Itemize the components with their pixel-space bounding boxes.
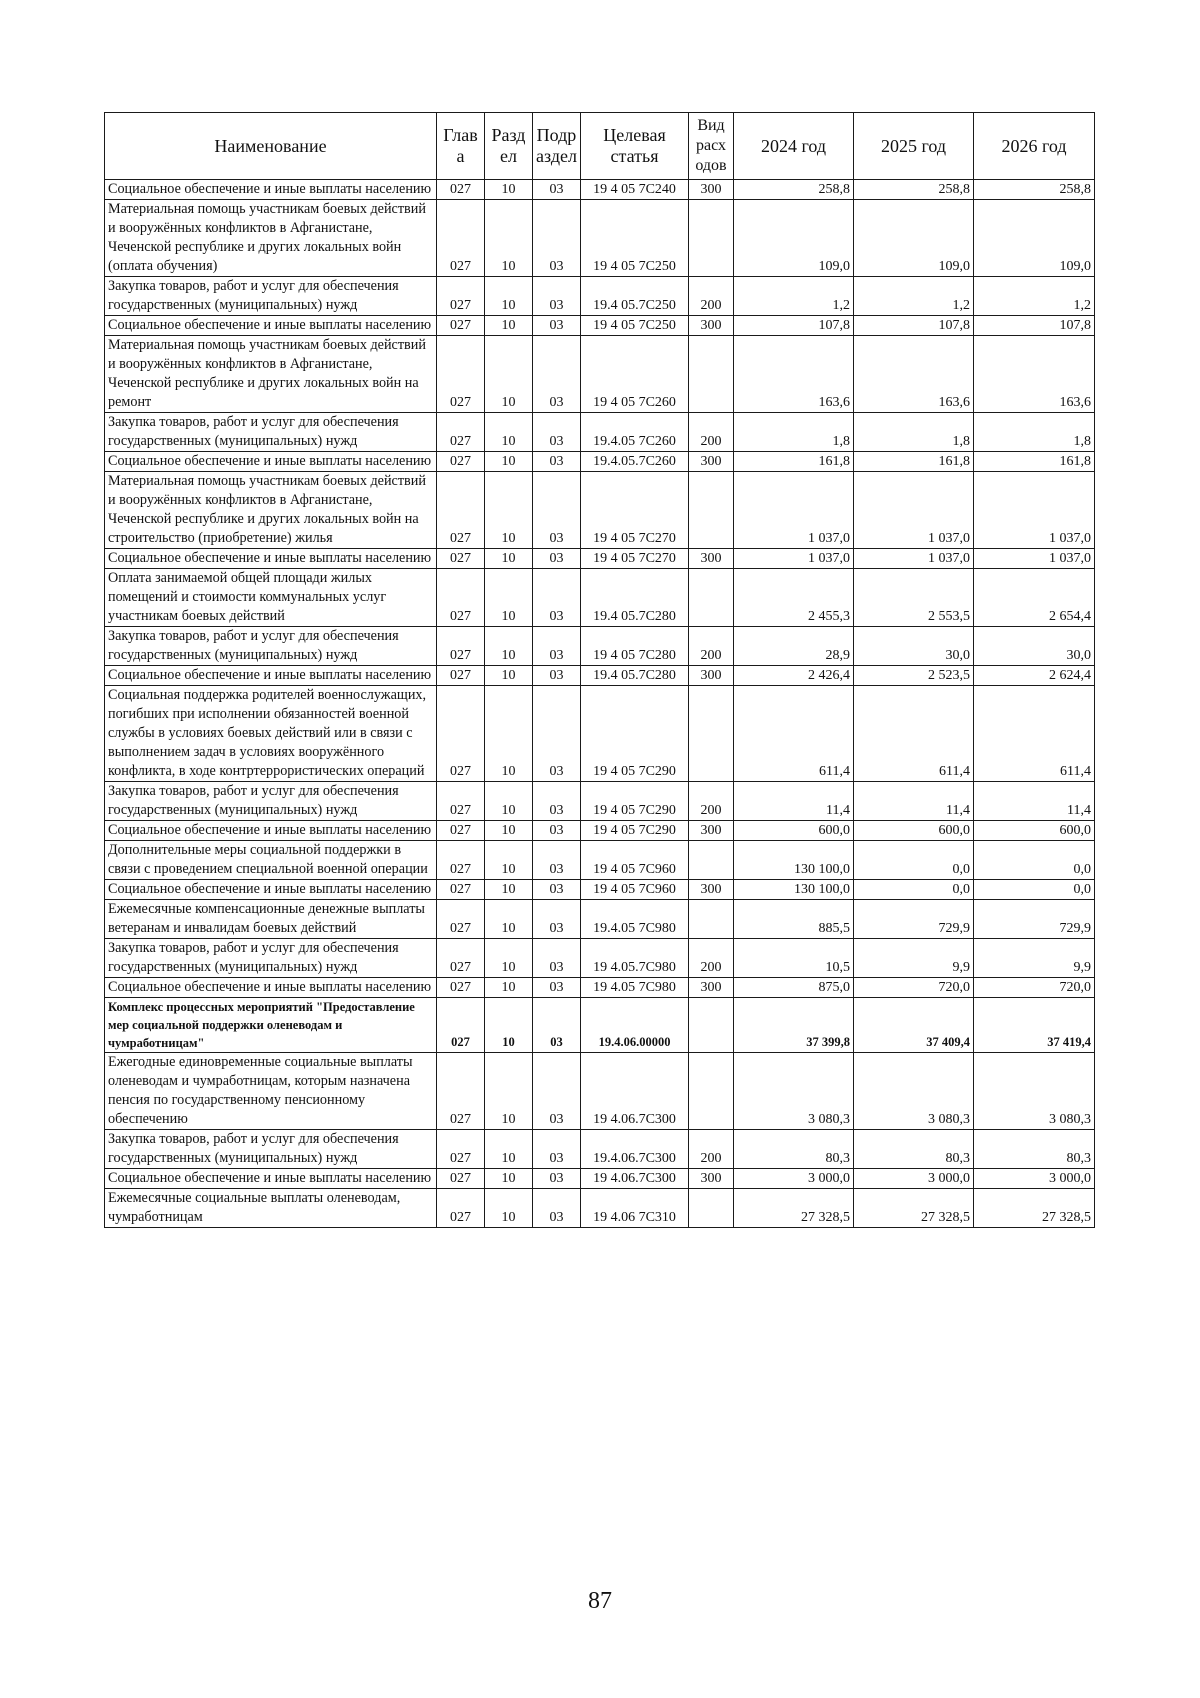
row-podrazdel: 03 [533, 880, 581, 900]
row-2024: 3 000,0 [734, 1169, 854, 1189]
row-razdel: 10 [485, 200, 533, 277]
row-2025: 161,8 [854, 452, 974, 472]
header-target: Целевая статья [581, 113, 689, 180]
row-name: Ежегодные единовременные социальные выплаты оленеводам и чумработницам, которым назначена пенсия по государственному пенсионному обеспечению [105, 1053, 437, 1130]
row-2024: 611,4 [734, 686, 854, 782]
row-2024: 600,0 [734, 821, 854, 841]
table-row [105, 1130, 1095, 1169]
table-row [105, 569, 1095, 627]
row-2026: 109,0 [974, 200, 1095, 277]
row-2025: 2 523,5 [854, 666, 974, 686]
row-vid [689, 841, 734, 880]
row-name: Социальное обеспечение и иные выплаты населению [105, 452, 437, 472]
row-razdel: 10 [485, 782, 533, 821]
row-2026: 0,0 [974, 880, 1095, 900]
row-razdel: 10 [485, 549, 533, 569]
row-target: 19.4.06.00000 [581, 998, 689, 1053]
row-target: 19 4.06.7С300 [581, 1053, 689, 1130]
table-row [105, 841, 1095, 880]
row-2025: 611,4 [854, 686, 974, 782]
table-row [105, 1053, 1095, 1130]
row-podrazdel: 03 [533, 939, 581, 978]
row-2025: 80,3 [854, 1130, 974, 1169]
row-razdel: 10 [485, 998, 533, 1053]
table-row [105, 413, 1095, 452]
row-glava: 027 [437, 821, 485, 841]
row-2026: 2 624,4 [974, 666, 1095, 686]
row-razdel: 10 [485, 666, 533, 686]
row-vid: 300 [689, 978, 734, 998]
row-podrazdel: 03 [533, 336, 581, 413]
header-name: Наименование [105, 113, 437, 180]
row-glava: 027 [437, 277, 485, 316]
row-podrazdel: 03 [533, 1189, 581, 1228]
row-2024: 130 100,0 [734, 841, 854, 880]
table-row [105, 998, 1095, 1053]
row-2024: 107,8 [734, 316, 854, 336]
row-2025: 0,0 [854, 841, 974, 880]
row-razdel: 10 [485, 686, 533, 782]
row-vid: 200 [689, 627, 734, 666]
row-2026: 2 654,4 [974, 569, 1095, 627]
row-2024: 28,9 [734, 627, 854, 666]
row-2026: 1,8 [974, 413, 1095, 452]
row-vid [689, 472, 734, 549]
row-vid: 200 [689, 782, 734, 821]
row-vid: 200 [689, 939, 734, 978]
table-row [105, 782, 1095, 821]
table-header-row [105, 113, 1095, 180]
row-name: Комплекс процессных мероприятий "Предоставление мер социальной поддержки оленеводам и чумработницам" [105, 998, 437, 1053]
row-2026: 3 000,0 [974, 1169, 1095, 1189]
row-target: 19.4 05.7С250 [581, 277, 689, 316]
row-name: Ежемесячные социальные выплаты оленеводам, чумработницам [105, 1189, 437, 1228]
row-vid: 300 [689, 549, 734, 569]
row-glava: 027 [437, 413, 485, 452]
row-name: Социальное обеспечение и иные выплаты населению [105, 666, 437, 686]
row-vid: 200 [689, 277, 734, 316]
row-2024: 885,5 [734, 900, 854, 939]
table-row [105, 978, 1095, 998]
row-vid: 300 [689, 880, 734, 900]
row-glava: 027 [437, 549, 485, 569]
table-row [105, 316, 1095, 336]
header-2025: 2025 год [854, 113, 974, 180]
row-2025: 3 080,3 [854, 1053, 974, 1130]
row-target: 19.4 05.7С280 [581, 666, 689, 686]
row-vid [689, 569, 734, 627]
row-vid [689, 200, 734, 277]
row-vid: 300 [689, 1169, 734, 1189]
row-name: Материальная помощь участникам боевых действий и вооружённых конфликтов в Афганистане, Чеченской республике и других локальных войн (оплата обучения) [105, 200, 437, 277]
row-glava: 027 [437, 1053, 485, 1130]
row-target: 19.4.05 7С980 [581, 900, 689, 939]
table-row [105, 549, 1095, 569]
row-vid: 300 [689, 666, 734, 686]
row-2025: 27 328,5 [854, 1189, 974, 1228]
table-row [105, 200, 1095, 277]
row-2025: 1 037,0 [854, 472, 974, 549]
row-podrazdel: 03 [533, 978, 581, 998]
row-podrazdel: 03 [533, 569, 581, 627]
row-2026: 161,8 [974, 452, 1095, 472]
row-2026: 37 419,4 [974, 998, 1095, 1053]
row-razdel: 10 [485, 900, 533, 939]
row-vid [689, 900, 734, 939]
row-2025: 1,2 [854, 277, 974, 316]
row-2024: 163,6 [734, 336, 854, 413]
row-2025: 1,8 [854, 413, 974, 452]
row-glava: 027 [437, 782, 485, 821]
row-razdel: 10 [485, 277, 533, 316]
row-razdel: 10 [485, 569, 533, 627]
row-target: 19 4 05 7С290 [581, 686, 689, 782]
row-name: Социальное обеспечение и иные выплаты населению [105, 978, 437, 998]
row-2025: 720,0 [854, 978, 974, 998]
row-2024: 11,4 [734, 782, 854, 821]
row-target: 19.4 05.7С280 [581, 569, 689, 627]
row-2024: 1,2 [734, 277, 854, 316]
row-glava: 027 [437, 180, 485, 200]
row-target: 19 4 05 7С960 [581, 880, 689, 900]
row-2025: 107,8 [854, 316, 974, 336]
row-glava: 027 [437, 841, 485, 880]
row-2026: 163,6 [974, 336, 1095, 413]
row-vid: 200 [689, 413, 734, 452]
row-podrazdel: 03 [533, 841, 581, 880]
row-2025: 37 409,4 [854, 998, 974, 1053]
row-name: Социальное обеспечение и иные выплаты населению [105, 1169, 437, 1189]
row-2025: 11,4 [854, 782, 974, 821]
row-name: Ежемесячные компенсационные денежные выплаты ветеранам и инвалидам боевых действий [105, 900, 437, 939]
table-row [105, 686, 1095, 782]
row-name: Оплата занимаемой общей площади жилых помещений и стоимости коммунальных услуг участникам боевых действий [105, 569, 437, 627]
row-glava: 027 [437, 627, 485, 666]
row-razdel: 10 [485, 1169, 533, 1189]
row-target: 19 4 05 7С290 [581, 782, 689, 821]
row-glava: 027 [437, 998, 485, 1053]
row-name: Материальная помощь участникам боевых действий и вооружённых конфликтов в Афганистане, Чеченской республике и других локальных войн на ремонт [105, 336, 437, 413]
row-vid: 300 [689, 821, 734, 841]
header-razdel: Разд ел [485, 113, 533, 180]
row-2024: 1 037,0 [734, 549, 854, 569]
row-2025: 258,8 [854, 180, 974, 200]
table-row [105, 939, 1095, 978]
row-glava: 027 [437, 1189, 485, 1228]
row-2024: 1,8 [734, 413, 854, 452]
row-target: 19 4 05 7С290 [581, 821, 689, 841]
row-2026: 600,0 [974, 821, 1095, 841]
row-2024: 80,3 [734, 1130, 854, 1169]
row-2025: 3 000,0 [854, 1169, 974, 1189]
row-podrazdel: 03 [533, 413, 581, 452]
row-target: 19 4 05 7С270 [581, 472, 689, 549]
table-row [105, 472, 1095, 549]
row-podrazdel: 03 [533, 452, 581, 472]
row-target: 19.4.05.7С260 [581, 452, 689, 472]
row-podrazdel: 03 [533, 316, 581, 336]
header-podrazdel: Подр аздел [533, 113, 581, 180]
row-2026: 1 037,0 [974, 549, 1095, 569]
row-name: Социальная поддержка родителей военнослужащих, погибших при исполнении обязанностей военной службы в условиях боевых действий или в связи с выполнением задач в условиях вооружённого конфликта, в ходе контртеррористических операций [105, 686, 437, 782]
row-razdel: 10 [485, 841, 533, 880]
header-glava: Глав а [437, 113, 485, 180]
row-2025: 2 553,5 [854, 569, 974, 627]
row-razdel: 10 [485, 180, 533, 200]
row-glava: 027 [437, 939, 485, 978]
row-glava: 027 [437, 900, 485, 939]
row-podrazdel: 03 [533, 686, 581, 782]
row-target: 19 4.05.7С980 [581, 939, 689, 978]
row-razdel: 10 [485, 1189, 533, 1228]
row-2024: 875,0 [734, 978, 854, 998]
row-podrazdel: 03 [533, 666, 581, 686]
row-razdel: 10 [485, 821, 533, 841]
budget-table-container [104, 112, 1094, 1228]
row-target: 19 4 05 7С250 [581, 316, 689, 336]
row-2024: 27 328,5 [734, 1189, 854, 1228]
row-razdel: 10 [485, 1053, 533, 1130]
row-podrazdel: 03 [533, 549, 581, 569]
row-podrazdel: 03 [533, 1169, 581, 1189]
table-row [105, 1169, 1095, 1189]
row-name: Закупка товаров, работ и услуг для обеспечения государственных (муниципальных) нужд [105, 1130, 437, 1169]
row-razdel: 10 [485, 316, 533, 336]
row-razdel: 10 [485, 472, 533, 549]
row-2026: 1,2 [974, 277, 1095, 316]
row-razdel: 10 [485, 452, 533, 472]
table-row [105, 452, 1095, 472]
row-2026: 30,0 [974, 627, 1095, 666]
row-2026: 611,4 [974, 686, 1095, 782]
row-vid: 200 [689, 1130, 734, 1169]
row-razdel: 10 [485, 413, 533, 452]
row-name: Социальное обеспечение и иные выплаты населению [105, 549, 437, 569]
row-vid [689, 998, 734, 1053]
header-vid: Вид расх одов [689, 113, 734, 180]
row-glava: 027 [437, 200, 485, 277]
row-glava: 027 [437, 686, 485, 782]
row-razdel: 10 [485, 1130, 533, 1169]
table-row [105, 180, 1095, 200]
row-target: 19.4.05 7С260 [581, 413, 689, 452]
row-2026: 107,8 [974, 316, 1095, 336]
row-glava: 027 [437, 316, 485, 336]
row-2024: 3 080,3 [734, 1053, 854, 1130]
row-2026: 1 037,0 [974, 472, 1095, 549]
table-row [105, 336, 1095, 413]
row-2026: 9,9 [974, 939, 1095, 978]
row-target: 19 4 05 7С960 [581, 841, 689, 880]
row-2026: 3 080,3 [974, 1053, 1095, 1130]
row-razdel: 10 [485, 627, 533, 666]
row-glava: 027 [437, 978, 485, 998]
table-row [105, 900, 1095, 939]
table-body [105, 180, 1095, 1228]
row-vid: 300 [689, 452, 734, 472]
row-2026: 0,0 [974, 841, 1095, 880]
row-razdel: 10 [485, 978, 533, 998]
row-target: 19 4 05 7С250 [581, 200, 689, 277]
row-podrazdel: 03 [533, 782, 581, 821]
page-number: 87 [588, 1588, 612, 1614]
row-target: 19 4 05 7С280 [581, 627, 689, 666]
table-row [105, 627, 1095, 666]
row-target: 19.4.06.7С300 [581, 1130, 689, 1169]
row-target: 19 4 05 7С240 [581, 180, 689, 200]
row-target: 19 4.06 7С310 [581, 1189, 689, 1228]
row-2024: 2 426,4 [734, 666, 854, 686]
row-podrazdel: 03 [533, 900, 581, 939]
row-podrazdel: 03 [533, 277, 581, 316]
row-target: 19 4 05 7С260 [581, 336, 689, 413]
row-2025: 9,9 [854, 939, 974, 978]
row-name: Закупка товаров, работ и услуг для обеспечения государственных (муниципальных) нужд [105, 627, 437, 666]
budget-table [104, 112, 1095, 1228]
row-target: 19 4.06.7С300 [581, 1169, 689, 1189]
row-name: Закупка товаров, работ и услуг для обеспечения государственных (муниципальных) нужд [105, 413, 437, 452]
row-name: Закупка товаров, работ и услуг для обеспечения государственных (муниципальных) нужд [105, 939, 437, 978]
row-target: 19 4 05 7С270 [581, 549, 689, 569]
row-name: Социальное обеспечение и иные выплаты населению [105, 180, 437, 200]
row-2024: 109,0 [734, 200, 854, 277]
row-2026: 11,4 [974, 782, 1095, 821]
table-row [105, 277, 1095, 316]
row-glava: 027 [437, 336, 485, 413]
row-2026: 720,0 [974, 978, 1095, 998]
table-row [105, 666, 1095, 686]
row-vid [689, 686, 734, 782]
row-podrazdel: 03 [533, 180, 581, 200]
row-2025: 600,0 [854, 821, 974, 841]
row-vid [689, 1053, 734, 1130]
row-glava: 027 [437, 569, 485, 627]
row-vid: 300 [689, 316, 734, 336]
row-podrazdel: 03 [533, 1130, 581, 1169]
header-2024: 2024 год [734, 113, 854, 180]
row-2024: 37 399,8 [734, 998, 854, 1053]
row-2025: 163,6 [854, 336, 974, 413]
row-glava: 027 [437, 1169, 485, 1189]
row-2026: 80,3 [974, 1130, 1095, 1169]
table-row [105, 821, 1095, 841]
row-target: 19 4.05 7С980 [581, 978, 689, 998]
row-razdel: 10 [485, 880, 533, 900]
row-name: Социальное обеспечение и иные выплаты населению [105, 316, 437, 336]
row-glava: 027 [437, 1130, 485, 1169]
row-2025: 1 037,0 [854, 549, 974, 569]
row-name: Закупка товаров, работ и услуг для обеспечения государственных (муниципальных) нужд [105, 782, 437, 821]
row-name: Социальное обеспечение и иные выплаты населению [105, 821, 437, 841]
row-vid [689, 1189, 734, 1228]
row-vid: 300 [689, 180, 734, 200]
row-vid [689, 336, 734, 413]
table-row [105, 880, 1095, 900]
row-2026: 27 328,5 [974, 1189, 1095, 1228]
row-podrazdel: 03 [533, 200, 581, 277]
row-2025: 729,9 [854, 900, 974, 939]
row-name: Закупка товаров, работ и услуг для обеспечения государственных (муниципальных) нужд [105, 277, 437, 316]
row-glava: 027 [437, 880, 485, 900]
row-2025: 30,0 [854, 627, 974, 666]
row-2024: 161,8 [734, 452, 854, 472]
row-podrazdel: 03 [533, 627, 581, 666]
row-2024: 258,8 [734, 180, 854, 200]
row-razdel: 10 [485, 336, 533, 413]
row-glava: 027 [437, 452, 485, 472]
row-name: Социальное обеспечение и иные выплаты населению [105, 880, 437, 900]
row-razdel: 10 [485, 939, 533, 978]
row-name: Дополнительные меры социальной поддержки в связи с проведением специальной военной операции [105, 841, 437, 880]
row-podrazdel: 03 [533, 1053, 581, 1130]
row-glava: 027 [437, 472, 485, 549]
row-name: Материальная помощь участникам боевых действий и вооружённых конфликтов в Афганистане, Чеченской республике и других локальных войн на строительство (приобретение) жилья [105, 472, 437, 549]
row-podrazdel: 03 [533, 821, 581, 841]
row-2025: 0,0 [854, 880, 974, 900]
table-row [105, 1189, 1095, 1228]
row-glava: 027 [437, 666, 485, 686]
row-podrazdel: 03 [533, 472, 581, 549]
row-podrazdel: 03 [533, 998, 581, 1053]
row-2025: 109,0 [854, 200, 974, 277]
row-2024: 10,5 [734, 939, 854, 978]
row-2024: 2 455,3 [734, 569, 854, 627]
row-2026: 258,8 [974, 180, 1095, 200]
row-2024: 1 037,0 [734, 472, 854, 549]
row-2026: 729,9 [974, 900, 1095, 939]
row-2024: 130 100,0 [734, 880, 854, 900]
header-2026: 2026 год [974, 113, 1095, 180]
